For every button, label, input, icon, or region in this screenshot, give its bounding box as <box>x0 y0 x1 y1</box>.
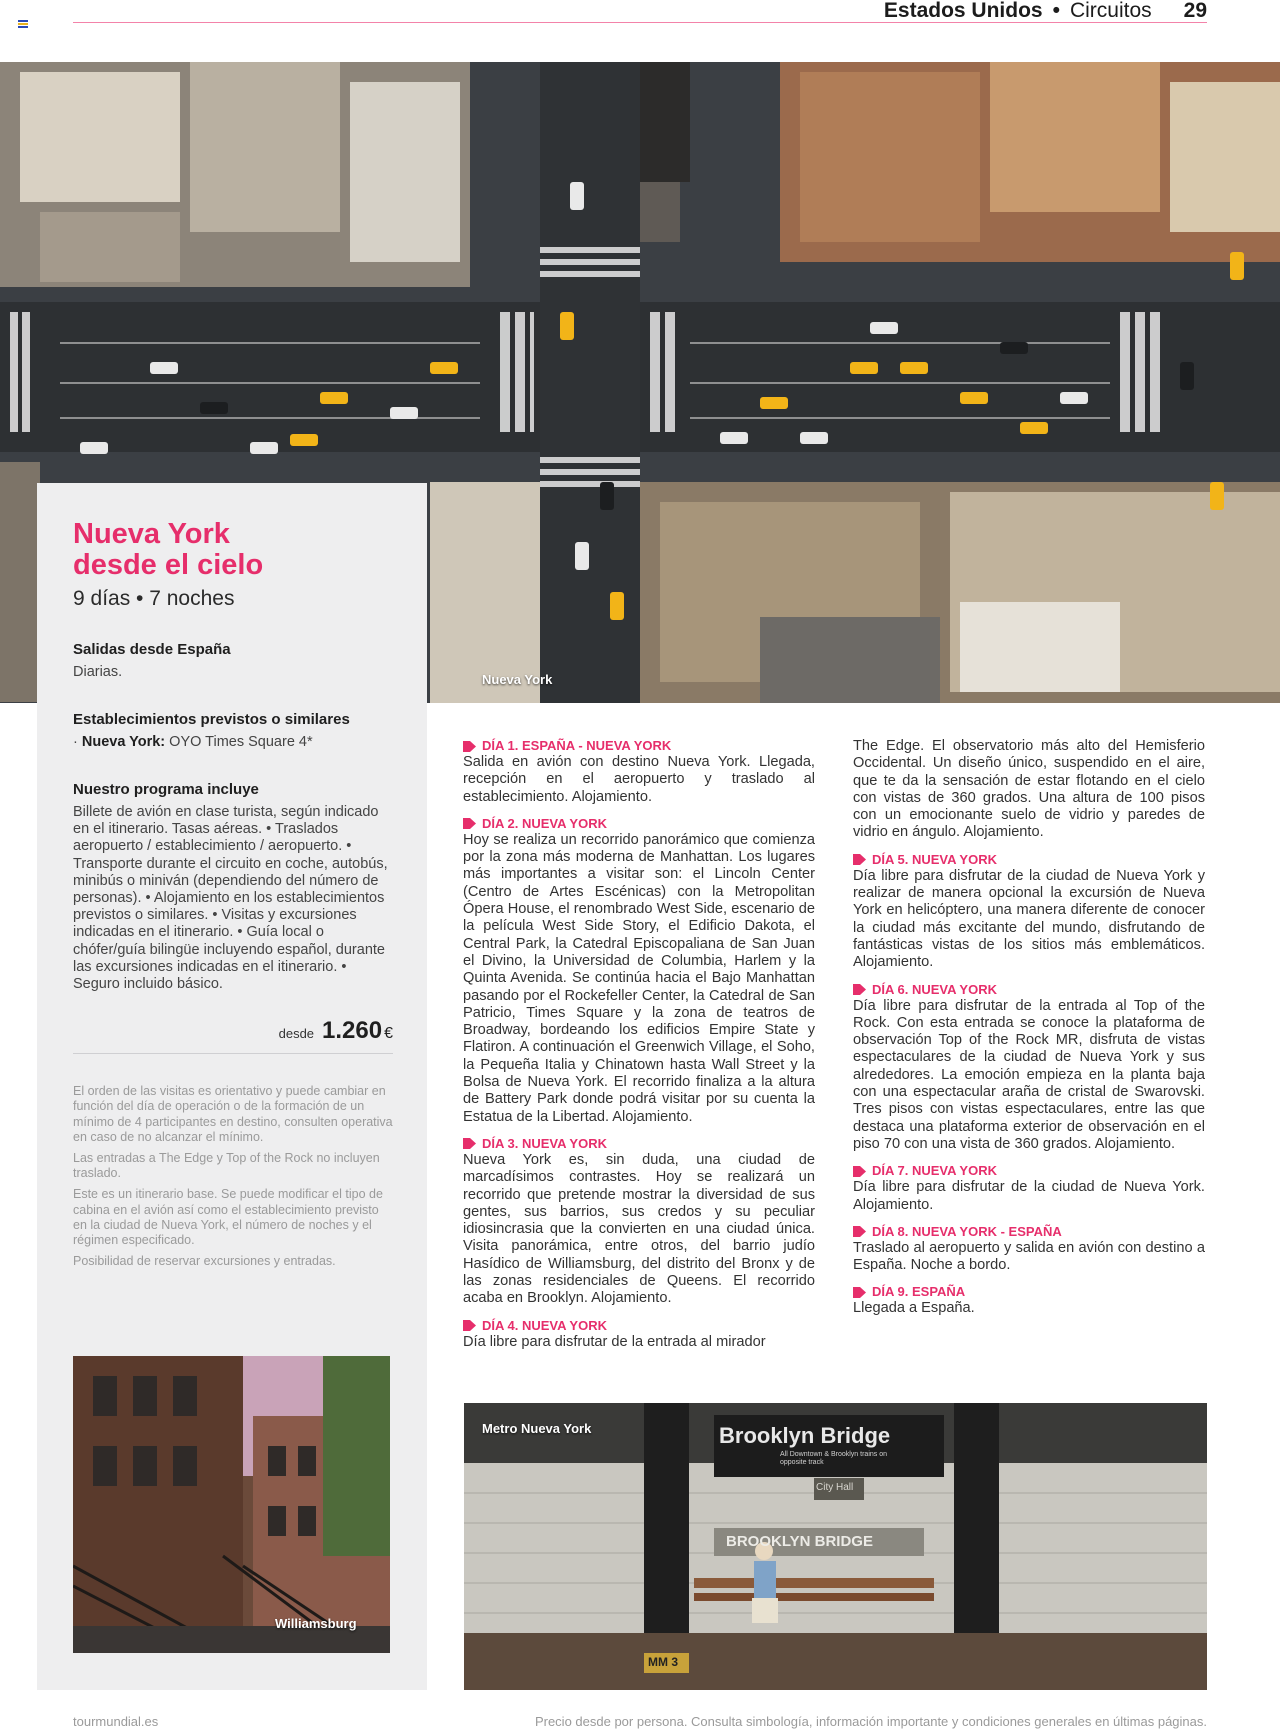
itinerary-column-2 <box>853 738 1205 1328</box>
day-bullet-icon <box>853 984 866 995</box>
note-item: Las entradas a The Edge y Top of the Rock no incluyen traslado. <box>73 1151 380 1181</box>
itinerary-column-1 <box>463 738 815 1361</box>
pillar-marker: MM 3 <box>648 1655 678 1669</box>
includes-heading: Nuestro programa incluye <box>73 781 259 798</box>
itinerary-day <box>853 1163 1205 1214</box>
day-heading <box>853 982 1205 998</box>
day-heading-text: DÍA 9. ESPAÑA <box>872 1284 966 1300</box>
metro-photo <box>464 1403 1207 1690</box>
itinerary-day <box>853 1224 1205 1275</box>
departures-text: Diarias. <box>73 664 123 680</box>
note-item: El orden de las visitas es orientativo y puede cambiar en función del día de operación o de la formación de un mínimo de 4 participantes en destino, consulten operativa en caso de no alcanzar el mínimo. <box>73 1084 393 1144</box>
day-text: Hoy se realiza un recorrido panorámico que comienza por la zona más moderna de Manhattan. Los lugares más importantes a visitar son: el Lincoln Center (Centro de Artes Escénicas) con la Metropolitan Ópera House, el renombrado West Side, escenario de la película West Side Story, el Edificio Dakota, el Central Park, la Catedral Episcopaliana de San Juan el Divino, la Universidad de Columbia, Harlem y la Quinta Avenida. Se continúa hacia el Bajo Manhattan pasando por el Rockefeller Center, la Catedral de San Patricio, Times Square y la zona de teatros de Broadway, bordeando los edificios Empire State y Flatiron. A continuación el Greenwich Village, el Soho, la Pequeña Italia y Chinatown hasta Wall Street y la Bolsa de Nueva York. El recorrido finaliza a la altura de Battery Park donde podrá visitar por su cuenta la Estatua de la Libertad. Alojamiento. <box>463 831 815 1125</box>
day-heading <box>463 1136 815 1152</box>
price-value: 1.260 <box>322 1017 383 1045</box>
note-item: Este es un itinerario base. Se puede modificar el tipo de cabina en el avión así como el establecimiento previsto en la ciudad de Nueva York, el número de noches y el régimen especificado. <box>73 1187 383 1248</box>
day-bullet-icon <box>463 1138 476 1149</box>
williamsburg-caption: Williamsburg <box>275 1616 357 1631</box>
day-heading <box>853 852 1205 868</box>
trip-title <box>73 519 393 581</box>
day-heading <box>463 816 815 832</box>
flag-mark-icon <box>18 20 28 28</box>
includes-text: Billete de avión en clase turista, según indicado en el itinerario. Tasas aéreas. • Traslados aeropuerto / establecimiento / aeropuerto. • Transporte durante el circuito en coche, autobús, minibús o miniván (dependiendo del número de personas). • Alojamiento en los establecimientos previstos o similares. • Visitas y excursiones indicadas en el itinerario. • Guía local o chófer/guía bilingüe incluyendo español, durante las excursiones indicadas en el itinerario. • Seguro incluido básico. <box>73 804 388 993</box>
day-heading-text: DÍA 6. NUEVA YORK <box>872 981 997 997</box>
hero-caption: Nueva York <box>482 672 553 687</box>
day-text: The Edge. El observatorio más alto del Hemisferio Occidental. Un diseño único, suspendido en el aire, que te da la sensación de estar flotando en el cielo con vistas de 360 grados. Una altura de 100 pisos con un emocionante suelo de vidrio y paredes de vidrio en ángulo. Alojamiento. <box>853 738 1205 841</box>
day-text: Día libre para disfrutar de la entrada al mirador <box>463 1333 766 1350</box>
itinerary-day <box>853 1284 1205 1317</box>
note-item: Posibilidad de reservar excursiones y entradas. <box>73 1254 336 1269</box>
day-bullet-icon <box>463 741 476 752</box>
hotel-entry <box>73 734 393 751</box>
day-heading <box>853 1163 1205 1179</box>
day-text: Salida en avión con destino Nueva York. Llegada, recepción en el aeropuerto y traslado al establecimiento. Alojamiento. <box>463 754 815 805</box>
trip-duration: 9 días • 7 noches <box>73 587 235 610</box>
departures-heading: Salidas desde España <box>73 641 231 658</box>
metro-caption: Metro Nueva York <box>482 1421 592 1436</box>
page-header <box>884 0 1207 22</box>
header-section: Circuitos <box>1069 0 1152 22</box>
page-number: 29 <box>1183 0 1207 22</box>
itinerary-day <box>463 738 815 806</box>
station-sign: Brooklyn Bridge <box>719 1423 891 1448</box>
header-country: Estados Unidos <box>883 0 1043 22</box>
day-heading <box>463 738 815 754</box>
hotels-heading: Establecimientos previstos o similares <box>73 711 350 728</box>
itinerary-day-continued <box>853 738 1205 842</box>
day-text: Llegada a España. <box>853 1300 975 1317</box>
day-bullet-icon <box>853 1287 866 1298</box>
day-bullet-icon <box>853 854 866 865</box>
brownstone-illustration <box>73 1356 390 1653</box>
day-heading-text: DÍA 2. NUEVA YORK <box>482 815 607 831</box>
day-bullet-icon <box>853 1166 866 1177</box>
footer-site: tourmundial.es <box>73 1714 159 1729</box>
day-heading <box>853 1284 1205 1300</box>
notes <box>73 1084 393 1269</box>
price-row <box>73 1017 393 1054</box>
day-bullet-icon <box>463 818 476 829</box>
itinerary-day <box>463 816 815 1126</box>
hotel-name: OYO Times Square 4* <box>169 734 313 750</box>
footer-disclaimer: Precio desde por persona. Consulta simbología, información importante y condiciones generales en últimas páginas. <box>534 1714 1207 1729</box>
header-separator: • <box>1052 0 1060 22</box>
day-bullet-icon <box>463 1320 476 1331</box>
day-heading-text: DÍA 8. NUEVA YORK - ESPAÑA <box>872 1223 1062 1239</box>
day-heading <box>463 1318 815 1334</box>
day-text: Día libre para disfrutar de la entrada al Top of the Rock. Con esta entrada se conoce la plataforma de observación Top of the Rock MR, disfruta de vistas espectaculares de la ciudad de Nueva York y sus alrededores. La emoción empieza en la planta baja con una espectacular araña de cristal de Swarovski. Tres pisos con vistas espectaculares, entre las que destaca una plataforma exterior de observación en el piso 70 con una vista de 360 grados. Alojamiento. <box>853 997 1205 1152</box>
day-heading <box>853 1224 1205 1240</box>
itinerary-day <box>853 982 1205 1154</box>
day-text: Traslado al aeropuerto y salida en avión con destino a España. Noche a bordo. <box>853 1239 1205 1274</box>
day-text: Día libre para disfrutar de la ciudad de Nueva York. Alojamiento. <box>853 1179 1205 1213</box>
hotel-city: Nueva York: <box>81 734 166 750</box>
day-heading-text: DÍA 4. NUEVA YORK <box>482 1317 607 1333</box>
price-prefix: desde <box>278 1026 315 1042</box>
itinerary-day <box>463 1136 815 1308</box>
itinerary-day <box>463 1318 815 1351</box>
day-heading-text: DÍA 7. NUEVA YORK <box>872 1163 997 1179</box>
day-text: Nueva York es, sin duda, una ciudad de marcadísimos contrastes. Hoy se realizará un recorrido que pretende mostrar la diversidad de sus gentes, sus barrios, sus credos y su peculiar idiosincrasia que la convierten en una ciudad única. Visita panorámica, entre otros, del barrio judío Hasídico de Williamsburg, del distrito del Bronx y de las zonas residenciales de Queens. El recorrido acaba en Brooklyn. Alojamiento. <box>463 1151 815 1307</box>
day-heading-text: DÍA 3. NUEVA YORK <box>482 1135 607 1151</box>
williamsburg-photo <box>73 1356 390 1653</box>
hotel-bullet: · <box>73 734 82 750</box>
price-currency: € <box>384 1025 393 1043</box>
trip-title-line1: Nueva York <box>73 518 230 550</box>
station-wall-text: BROOKLYN BRIDGE <box>726 1533 873 1550</box>
station-plate: City Hall <box>816 1482 854 1493</box>
day-bullet-icon <box>853 1226 866 1237</box>
header-rule <box>73 22 1207 23</box>
day-heading-text: DÍA 5. NUEVA YORK <box>872 851 997 867</box>
itinerary-day <box>853 852 1205 972</box>
day-heading-text: DÍA 1. ESPAÑA - NUEVA YORK <box>482 738 672 753</box>
station-sign-sub: All Downtown & Brooklyn trains on opposite track <box>780 1451 887 1466</box>
day-text: Día libre para disfrutar de la ciudad de Nueva York y realizar de manera opcional la excursión de Nueva York en helicóptero, una manera diferente de conocer la ciudad más excitante del mundo, disfrutando de fantásticas vistas de los sitios más emblemáticos. Alojamiento. <box>853 867 1205 971</box>
trip-title-line2: desde el cielo <box>73 549 264 581</box>
